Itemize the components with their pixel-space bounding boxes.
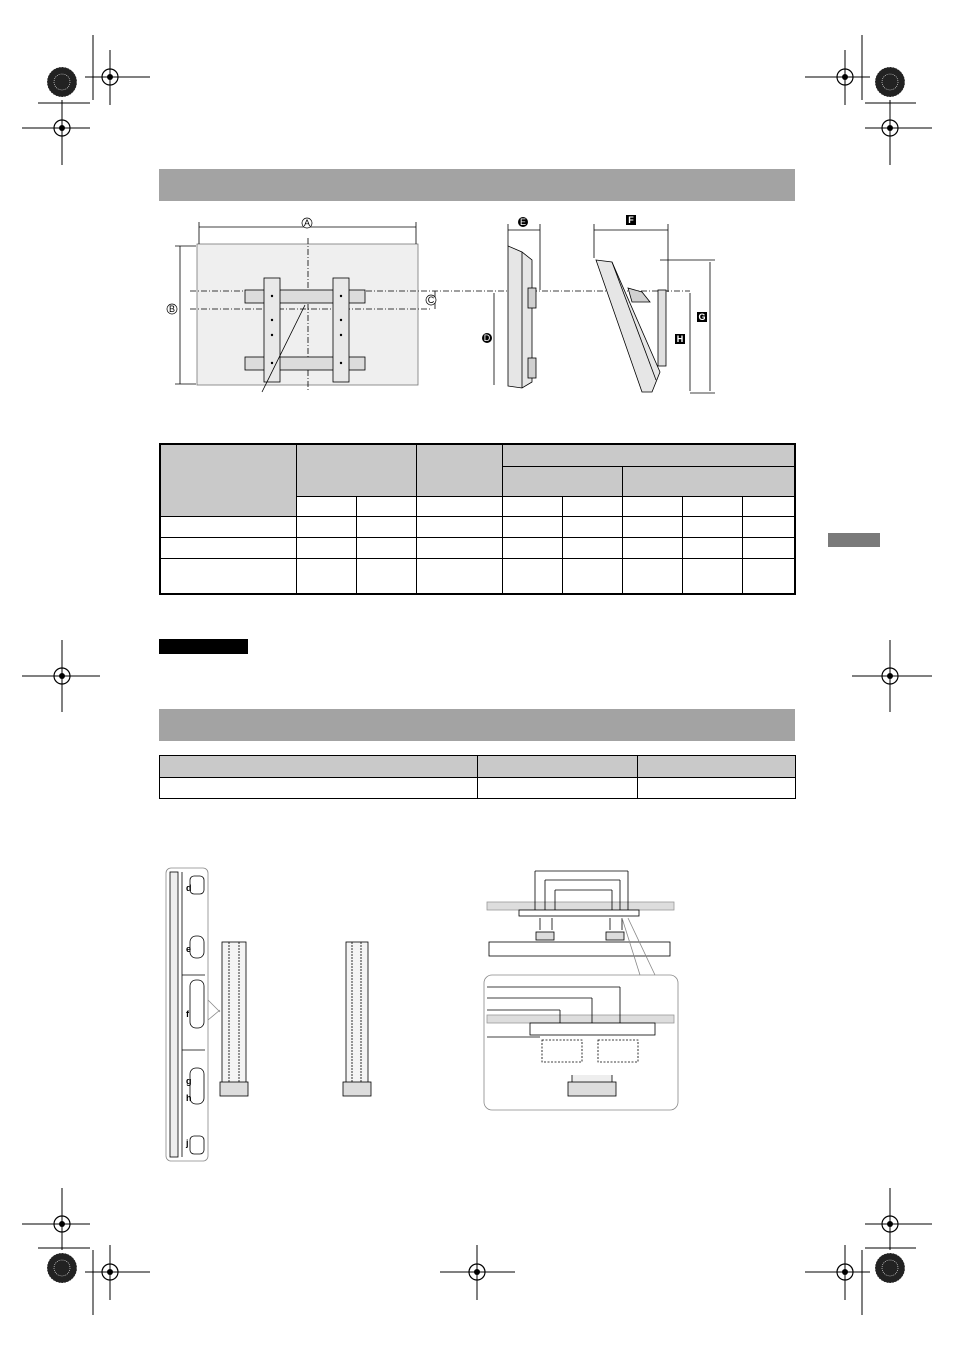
label-d: D: [483, 333, 491, 343]
label-e: E: [519, 217, 527, 227]
hole-label-g: g: [186, 1076, 192, 1086]
hole-label-e: e: [186, 944, 192, 954]
label-a: A: [303, 218, 311, 228]
label-g: G: [698, 312, 706, 322]
label-b: B: [168, 304, 176, 314]
hole-label-f: f: [186, 1009, 189, 1019]
label-f: F: [628, 215, 634, 225]
hole-label-j: j: [186, 1138, 189, 1148]
label-c: C: [427, 295, 435, 305]
hole-label-h: h: [186, 1093, 192, 1103]
label-h: H: [676, 334, 684, 344]
hole-label-d: d: [186, 883, 192, 893]
